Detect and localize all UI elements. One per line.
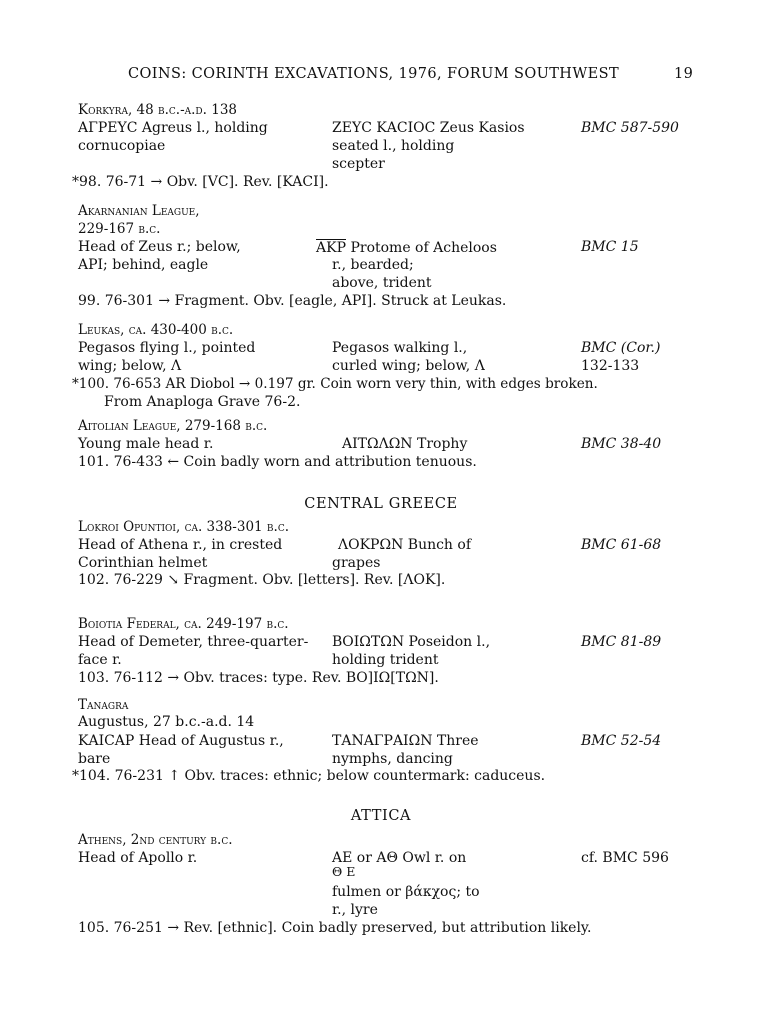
aitolian-reference (581, 436, 661, 452)
akarnanian-reverse-line-3: above, trident (332, 275, 432, 291)
lokroi-reference-text: BMC 61-68 (581, 537, 662, 553)
athens-reference: cf. BMC 596 (581, 850, 669, 866)
akarnanian-heading-line-2: 229-167 b.c. (78, 221, 161, 237)
akarnanian-obverse-line-2: API; behind, eagle (78, 257, 209, 273)
tanagra-reference (581, 733, 661, 749)
lokroi-reference (581, 537, 661, 553)
aitolian-reverse-line-1: ΑΙΤΩΛΩΝ Trophy (342, 436, 468, 452)
leukas-obverse-line-2: wing; below, Λ (78, 358, 182, 374)
catalog-entry-99: 99. 76-301 → Fragment. Obv. [eagle, API]. Struck at Leukas. (78, 293, 507, 309)
boiotia-obverse-line-2: face r. (78, 652, 122, 668)
akarnanian-reverse-line-1 (316, 239, 497, 256)
athens-heading: Athens, 2nd century b.c. (78, 832, 233, 848)
catalog-entry-105: 105. 76-251 → Rev. [ethnic]. Coin badly preserved, but attribution likely. (78, 920, 592, 936)
leukas-heading: Leukas, ca. 430-400 b.c. (78, 322, 234, 338)
akarnanian-heading-line-1: Akarnanian League, (78, 203, 200, 219)
athens-obverse-line-1: Head of Apollo r. (78, 850, 198, 866)
lokroi-obverse-line-1: Head of Athena r., in crested (78, 537, 283, 553)
leukas-reference-line-1 (581, 340, 660, 356)
korkyra-reverse-line-2: seated l., holding (332, 138, 455, 154)
lokroi-reverse-line-2: grapes (332, 555, 381, 571)
korkyra-heading: Korkyra, 48 b.c.-a.d. 138 (78, 102, 237, 118)
leukas-reference-line-2: 132-133 (581, 358, 640, 374)
leukas-reverse-line-1: Pegasos walking l., (332, 340, 468, 356)
korkyra-reverse-line-3: scepter (332, 156, 385, 172)
section-title-central-greece: CENTRAL GREECE (304, 496, 458, 512)
athens-reverse-subscript: Θ Ε (332, 864, 356, 879)
boiotia-obverse-line-1: Head of Demeter, three-quarter- (78, 634, 309, 650)
tanagra-heading-line-1: Tanagra (78, 697, 129, 713)
akarnanian-reverse-legend: AKP (316, 240, 346, 256)
catalog-entry-101: 101. 76-433 ← Coin badly worn and attribution tenuous. (78, 454, 477, 470)
akarnanian-reference-text: BMC 15 (581, 239, 639, 255)
leukas-obverse-line-1: Pegasos flying l., pointed (78, 340, 256, 356)
akarnanian-obverse-line-1: Head of Zeus r.; below, (78, 239, 241, 255)
akarnanian-reverse-line-2: r., bearded; (332, 257, 414, 273)
lokroi-obverse-line-2: Corinthian helmet (78, 555, 208, 571)
korkyra-obverse-line-2: cornucopiae (78, 138, 166, 154)
leukas-reverse-line-2: curled wing; below, Λ (332, 358, 485, 374)
boiotia-heading: Boiotia Federal, ca. 249-197 b.c. (78, 616, 289, 632)
korkyra-obverse-line-1: ΑΓΡΕΥC Agreus l., holding (78, 120, 268, 136)
korkyra-reference (581, 120, 679, 136)
tanagra-obverse-line-2: bare (78, 751, 111, 767)
athens-reverse-line-3: r., lyre (332, 902, 378, 918)
boiotia-reverse-line-2: holding trident (332, 652, 439, 668)
catalog-entry-103: 103. 76-112 → Obv. traces: type. Rev. ΒΟ]ΙΩ[ΤΩΝ]. (78, 670, 439, 686)
aitolian-reference-text: BMC 38-40 (581, 436, 662, 452)
tanagra-obverse-line-1: ΚΑΙCΑΡ Head of Augustus r., (78, 733, 284, 749)
lokroi-reverse-line-1: ΛΟΚΡΩΝ Bunch of (338, 537, 472, 553)
aitolian-obverse-line-1: Young male head r. (78, 436, 214, 452)
leukas-reference-text: BMC (Cor.) (581, 340, 661, 356)
tanagra-reference-text: BMC 52-54 (581, 733, 662, 749)
boiotia-reference (581, 634, 661, 650)
akarnanian-reverse-type: Protome of Acheloos (350, 240, 497, 256)
korkyra-reverse-line-1: ΖΕΥC ΚΑCΙΟC Zeus Kasios (332, 120, 525, 136)
page-number: 19 (674, 66, 694, 82)
catalog-entry-100-line-1: *100. 76-653 AR Diobol → 0.197 gr. Coin worn very thin, with edges broken. (72, 376, 598, 392)
aitolian-heading: Aitolian League, 279-168 b.c. (78, 418, 268, 434)
lokroi-heading: Lokroi Opuntioi, ca. 338-301 b.c. (78, 519, 290, 535)
catalog-entry-100-line-2: From Anaploga Grave 76-2. (104, 394, 301, 410)
korkyra-reference-text: BMC 587-590 (581, 120, 679, 136)
athens-reverse-line-2: fulmen or βάκχος; to (332, 884, 480, 900)
catalog-entry-102: 102. 76-229 ↘ Fragment. Obv. [letters]. Rev. [ΛΟΚ]. (78, 572, 446, 588)
running-title: COINS: CORINTH EXCAVATIONS, 1976, FORUM SOUTHWEST (128, 66, 620, 82)
section-title-attica: ATTICA (350, 808, 412, 824)
athens-reverse-line-1: ΑΕ or ΑΘ Owl r. on (332, 850, 467, 866)
akarnanian-reference (581, 239, 639, 255)
catalog-entry-104: *104. 76-231 ↑ Obv. traces: ethnic; below countermark: caduceus. (72, 768, 546, 784)
boiotia-reverse-line-1: ΒΟΙΩΤΩΝ Poseidon l., (332, 634, 491, 650)
tanagra-reverse-line-1: ΤΑΝΑΓΡΑΙΩΝ Three (332, 733, 479, 749)
catalog-entry-98: *98. 76-71 → Obv. [VC]. Rev. [KACI]. (72, 174, 329, 190)
tanagra-reverse-line-2: nymphs, dancing (332, 751, 453, 767)
boiotia-reference-text: BMC 81-89 (581, 634, 662, 650)
tanagra-heading-line-2: Augustus, 27 b.c.-a.d. 14 (78, 714, 255, 730)
